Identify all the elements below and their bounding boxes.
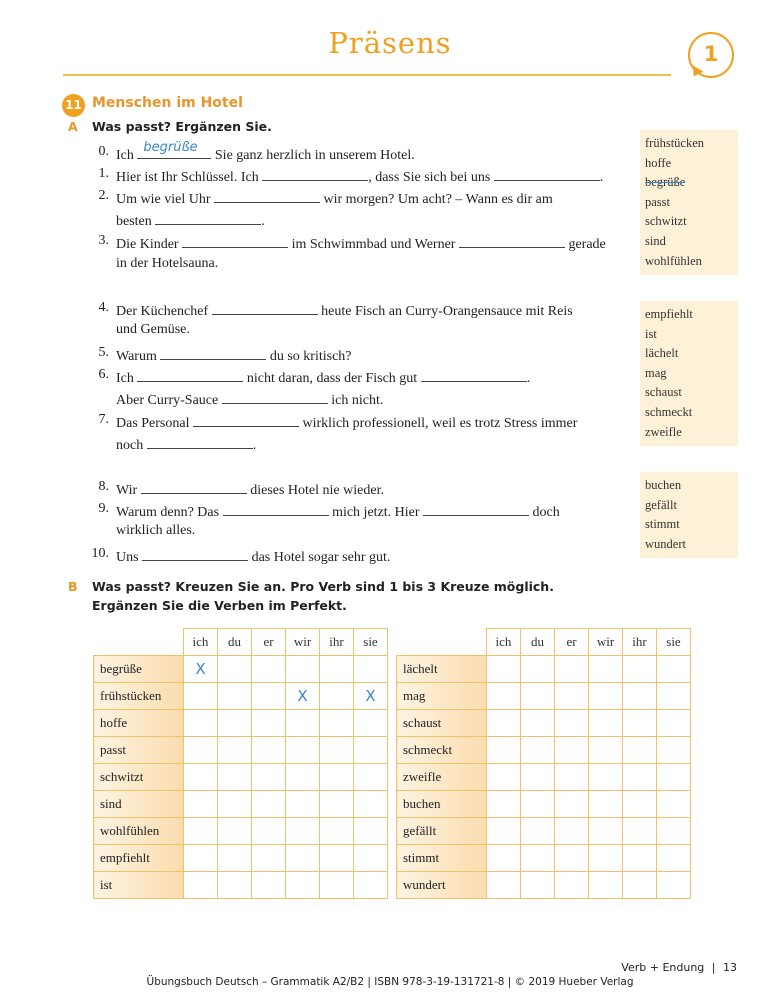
sentence-text: wirklich alles. xyxy=(116,523,196,538)
sentence-7 xyxy=(116,412,577,432)
verb-cell: hoffe xyxy=(94,710,184,737)
word-box-1 xyxy=(640,130,738,275)
exercise-number-badge xyxy=(62,94,85,117)
sentence-text: Um wie viel Uhr xyxy=(116,192,211,207)
word-box-item: ist xyxy=(645,326,657,341)
exercise-title: Menschen im Hotel xyxy=(92,95,243,111)
pronoun-header: du xyxy=(218,629,252,656)
verb-cell: wohlfühlen xyxy=(94,818,184,845)
verb-cell: schaust xyxy=(397,710,487,737)
checkbox-cell[interactable] xyxy=(521,683,555,710)
checkbox-cell[interactable] xyxy=(320,845,354,872)
answer-blank[interactable] xyxy=(212,300,318,315)
checkbox-cell[interactable] xyxy=(487,764,521,791)
answer-blank[interactable] xyxy=(141,479,247,494)
answer-blank[interactable] xyxy=(459,233,565,248)
answer-blank[interactable] xyxy=(160,345,266,360)
checkbox-cell[interactable] xyxy=(252,818,286,845)
pronoun-header: wir xyxy=(589,629,623,656)
word-box-item: schaust xyxy=(645,385,682,400)
table-corner xyxy=(94,629,184,656)
verb-cell: schmeckt xyxy=(397,737,487,764)
sentence-2 xyxy=(116,188,553,208)
word-box-item: schmeckt xyxy=(645,404,693,419)
checkbox-cell[interactable] xyxy=(487,710,521,737)
checkbox-cell[interactable] xyxy=(589,872,623,899)
sentence-text: Der Küchenchef xyxy=(116,304,209,319)
checkbox-cell[interactable] xyxy=(657,656,691,683)
conjugation-table-left xyxy=(93,628,388,899)
checkbox-cell[interactable] xyxy=(184,791,218,818)
answer-blank[interactable] xyxy=(421,367,527,382)
checkbox-cell[interactable] xyxy=(320,791,354,818)
checkbox-cell[interactable] xyxy=(320,656,354,683)
word-box-item: mag xyxy=(645,365,667,380)
answer-blank[interactable] xyxy=(155,210,261,225)
sentence-0 xyxy=(116,140,415,164)
sentence-text: , dass Sie sich bei uns xyxy=(368,170,491,185)
sentence-5 xyxy=(116,345,352,365)
verb-cell: ist xyxy=(94,872,184,899)
verb-cell: wundert xyxy=(397,872,487,899)
checkbox-cell[interactable] xyxy=(184,845,218,872)
checkbox-cell[interactable] xyxy=(521,656,555,683)
checkbox-cell[interactable] xyxy=(521,872,555,899)
verb-cell: passt xyxy=(94,737,184,764)
conjugation-table-right xyxy=(396,628,691,899)
checkbox-cell[interactable] xyxy=(521,845,555,872)
checkbox-cell[interactable] xyxy=(218,872,252,899)
word-box-item: buchen xyxy=(645,478,682,492)
checkbox-cell[interactable] xyxy=(555,710,589,737)
checkbox-cell[interactable] xyxy=(657,818,691,845)
checkbox-cell[interactable] xyxy=(286,737,320,764)
sentence-text: wirklich professionell, weil es trotz Stress immer xyxy=(302,416,578,431)
checkmark-cross-cell[interactable]: X xyxy=(286,683,320,710)
checkbox-cell[interactable] xyxy=(521,737,555,764)
sentence-text: noch xyxy=(116,438,144,453)
checkbox-cell[interactable] xyxy=(286,818,320,845)
checkbox-cell[interactable] xyxy=(487,737,521,764)
checkbox-cell[interactable] xyxy=(589,764,623,791)
sentence-6-line-2 xyxy=(116,389,383,409)
part-b-instruction-line-2: Ergänzen Sie die Verben im Perfekt. xyxy=(92,598,347,613)
checkbox-cell[interactable] xyxy=(657,845,691,872)
sentence-number: 0. xyxy=(98,144,109,159)
handwritten-answer: begrüße xyxy=(143,140,198,155)
checkbox-cell[interactable] xyxy=(487,656,521,683)
sentence-text: Wir xyxy=(116,483,138,498)
checkbox-cell[interactable] xyxy=(521,791,555,818)
checkbox-cell[interactable] xyxy=(657,791,691,818)
footer-separator: | xyxy=(711,961,716,974)
pronoun-header: du xyxy=(521,629,555,656)
checkbox-cell[interactable] xyxy=(623,845,657,872)
sentence-9-line-2 xyxy=(116,523,195,539)
sentence-text: Warum xyxy=(116,349,157,364)
checkbox-cell[interactable] xyxy=(218,683,252,710)
pronoun-header: ihr xyxy=(623,629,657,656)
table-right-row xyxy=(397,764,691,791)
pronoun-header: ich xyxy=(184,629,218,656)
verb-cell: gefällt xyxy=(397,818,487,845)
sentence-10 xyxy=(116,546,390,566)
word-box-item: lächelt xyxy=(645,346,679,361)
exercise-number: 11 xyxy=(65,98,82,112)
checkbox-cell[interactable] xyxy=(252,764,286,791)
sentence-text: . xyxy=(599,170,604,185)
checkbox-cell[interactable] xyxy=(623,710,657,737)
footer-section: Verb + Endung xyxy=(621,961,705,974)
answer-blank[interactable] xyxy=(137,140,211,159)
word-box-item: hoffe xyxy=(645,155,672,170)
sentence-text: Ich xyxy=(116,148,134,163)
word-box-item: wohlfühlen xyxy=(645,253,702,268)
sentence-9 xyxy=(116,501,560,521)
checkbox-cell[interactable] xyxy=(320,764,354,791)
checkbox-cell[interactable] xyxy=(589,683,623,710)
checkbox-cell[interactable] xyxy=(521,818,555,845)
checkbox-cell[interactable] xyxy=(184,710,218,737)
sentence-6 xyxy=(116,367,530,387)
table-left-row xyxy=(94,710,388,737)
table-left-row xyxy=(94,737,388,764)
checkbox-cell[interactable] xyxy=(623,791,657,818)
sentence-text: Aber Curry-Sauce xyxy=(116,393,219,408)
sentence-text: Uns xyxy=(116,550,139,565)
checkbox-cell[interactable] xyxy=(184,764,218,791)
sentence-3 xyxy=(116,233,606,253)
checkbox-cell[interactable] xyxy=(252,737,286,764)
table-left-row xyxy=(94,683,388,710)
part-a-letter: A xyxy=(68,119,78,134)
pronoun-header: ihr xyxy=(320,629,354,656)
checkbox-cell[interactable] xyxy=(555,818,589,845)
checkbox-cell[interactable] xyxy=(252,683,286,710)
checkbox-cell[interactable] xyxy=(555,737,589,764)
checkbox-cell[interactable] xyxy=(354,764,388,791)
table-right-row xyxy=(397,710,691,737)
answer-blank[interactable] xyxy=(142,546,248,561)
checkbox-cell[interactable] xyxy=(487,845,521,872)
sentence-text: Hier ist Ihr Schlüssel. Ich xyxy=(116,170,259,185)
pronoun-header: wir xyxy=(286,629,320,656)
sentence-2-line-2 xyxy=(116,210,265,230)
sentence-1 xyxy=(116,166,603,186)
answer-blank[interactable] xyxy=(223,501,329,516)
table-right-row xyxy=(397,791,691,818)
checkbox-cell[interactable] xyxy=(354,845,388,872)
table-left-row xyxy=(94,872,388,899)
checkbox-cell[interactable] xyxy=(354,872,388,899)
sentence-number: 7. xyxy=(98,412,109,427)
sentence-text: wir morgen? Um acht? – Wann es dir am xyxy=(323,192,553,207)
checkbox-cell[interactable] xyxy=(555,683,589,710)
word-box-item: sind xyxy=(645,233,666,248)
sentence-text: das Hotel sogar sehr gut. xyxy=(251,550,391,565)
word-box-item-used: begrüße xyxy=(645,175,686,190)
page-number: 13 xyxy=(723,961,737,974)
table-left-row xyxy=(94,656,388,683)
word-box-2 xyxy=(640,301,738,446)
checkbox-cell[interactable] xyxy=(184,818,218,845)
word-box-item: frühstücken xyxy=(645,136,705,150)
checkbox-cell[interactable] xyxy=(623,818,657,845)
word-box-item: stimmt xyxy=(645,517,680,532)
sentence-text: und Gemüse. xyxy=(116,322,190,337)
checkbox-cell[interactable] xyxy=(218,845,252,872)
word-box-item: gefällt xyxy=(645,497,677,512)
sentence-text: nicht daran, dass der Fisch gut xyxy=(246,371,418,386)
table-left-row xyxy=(94,791,388,818)
verb-cell: stimmt xyxy=(397,845,487,872)
checkbox-cell[interactable] xyxy=(286,845,320,872)
table-left-row xyxy=(94,818,388,845)
answer-blank[interactable] xyxy=(222,389,328,404)
checkbox-cell[interactable] xyxy=(320,710,354,737)
checkbox-cell[interactable] xyxy=(521,764,555,791)
answer-blank[interactable] xyxy=(147,434,253,449)
checkbox-cell[interactable] xyxy=(320,683,354,710)
verb-cell: buchen xyxy=(397,791,487,818)
checkbox-cell[interactable] xyxy=(657,872,691,899)
checkbox-cell[interactable] xyxy=(555,656,589,683)
page-title: Präsens xyxy=(328,26,452,60)
pronoun-header: er xyxy=(555,629,589,656)
sentence-number: 6. xyxy=(98,367,109,382)
word-box-3 xyxy=(640,472,738,558)
checkbox-cell[interactable] xyxy=(320,737,354,764)
word-box-item: empfiehlt xyxy=(645,307,693,321)
checkbox-cell[interactable] xyxy=(589,818,623,845)
checkbox-cell[interactable] xyxy=(589,845,623,872)
checkbox-cell[interactable] xyxy=(252,656,286,683)
sentence-text: . xyxy=(526,371,531,386)
word-box-item: zweifle xyxy=(645,424,682,439)
sentence-4 xyxy=(116,300,573,320)
sentence-text: . xyxy=(261,214,265,229)
checkbox-cell[interactable] xyxy=(487,683,521,710)
part-b-letter: B xyxy=(68,579,78,594)
checkbox-cell[interactable] xyxy=(589,791,623,818)
checkbox-cell[interactable] xyxy=(286,791,320,818)
sentence-number: 3. xyxy=(98,233,109,248)
checkbox-cell[interactable] xyxy=(218,764,252,791)
sentence-number: 4. xyxy=(98,300,109,315)
sentence-number: 1. xyxy=(98,166,109,181)
verb-cell: zweifle xyxy=(397,764,487,791)
checkbox-cell[interactable] xyxy=(589,737,623,764)
word-box-item: schwitzt xyxy=(645,214,687,229)
checkbox-cell[interactable] xyxy=(657,710,691,737)
sentence-text: dieses Hotel nie wieder. xyxy=(250,483,384,498)
verb-cell: empfiehlt xyxy=(94,845,184,872)
answer-blank[interactable] xyxy=(193,412,299,427)
checkbox-cell[interactable] xyxy=(657,737,691,764)
verb-cell: sind xyxy=(94,791,184,818)
table-left-row xyxy=(94,845,388,872)
part-b-instruction-line-1: Was passt? Kreuzen Sie an. Pro Verb sind 1 bis 3 Kreuze möglich. xyxy=(92,579,554,594)
checkbox-cell[interactable] xyxy=(354,656,388,683)
sentence-text: Die Kinder xyxy=(116,237,179,252)
checkbox-cell[interactable] xyxy=(589,710,623,737)
checkbox-cell[interactable] xyxy=(623,656,657,683)
checkbox-cell[interactable] xyxy=(218,818,252,845)
sentence-3-line-2 xyxy=(116,256,218,272)
word-box-item: wundert xyxy=(645,536,686,551)
checkbox-cell[interactable] xyxy=(252,791,286,818)
verb-cell: frühstücken xyxy=(94,683,184,710)
verb-cell: lächelt xyxy=(397,656,487,683)
sentence-text: gerade xyxy=(568,237,606,252)
checkmark-cross-cell[interactable]: X xyxy=(354,683,388,710)
checkbox-cell[interactable] xyxy=(623,872,657,899)
sentence-text: im Schwimmbad und Werner xyxy=(291,237,456,252)
answer-blank[interactable] xyxy=(182,233,288,248)
checkbox-cell[interactable] xyxy=(555,791,589,818)
checkbox-cell[interactable] xyxy=(252,872,286,899)
sentence-number: 5. xyxy=(98,345,109,360)
sentence-text: Das Personal xyxy=(116,416,190,431)
checkbox-cell[interactable] xyxy=(252,845,286,872)
sentence-text: Warum denn? Das xyxy=(116,505,220,520)
table-corner xyxy=(397,629,487,656)
checkbox-cell[interactable] xyxy=(487,818,521,845)
checkbox-cell[interactable] xyxy=(286,710,320,737)
verb-cell: schwitzt xyxy=(94,764,184,791)
checkbox-cell[interactable] xyxy=(218,710,252,737)
chapter-badge xyxy=(688,32,734,78)
checkbox-cell[interactable] xyxy=(354,710,388,737)
answer-blank[interactable] xyxy=(423,501,529,516)
sentence-text: ich nicht. xyxy=(331,393,384,408)
checkbox-cell[interactable] xyxy=(657,764,691,791)
answer-blank[interactable] xyxy=(494,166,600,181)
answer-blank[interactable] xyxy=(214,188,320,203)
pronoun-header: sie xyxy=(354,629,388,656)
sentence-text: doch xyxy=(532,505,560,520)
footer-citation: Übungsbuch Deutsch – Grammatik A2/B2 | ISBN 978-3-19-131721-8 | © 2019 Hueber Verlag xyxy=(146,976,634,988)
checkbox-cell[interactable] xyxy=(487,791,521,818)
checkbox-cell[interactable] xyxy=(354,791,388,818)
checkbox-cell[interactable] xyxy=(555,872,589,899)
checkbox-cell[interactable] xyxy=(218,791,252,818)
footer-page-info xyxy=(621,961,737,974)
sentence-number: 10. xyxy=(91,546,109,561)
table-left-row xyxy=(94,764,388,791)
checkbox-cell[interactable] xyxy=(657,683,691,710)
sentence-number: 2. xyxy=(98,188,109,203)
sentence-text: Ich xyxy=(116,371,134,386)
chapter-number: 1 xyxy=(703,42,719,66)
sentence-4-line-2 xyxy=(116,322,190,338)
sentence-text: . xyxy=(252,438,257,453)
sentence-8 xyxy=(116,479,384,499)
title-divider xyxy=(63,74,671,76)
checkbox-cell[interactable] xyxy=(286,872,320,899)
answer-blank[interactable] xyxy=(137,367,243,382)
table-right-row xyxy=(397,737,691,764)
answer-blank[interactable] xyxy=(262,166,368,181)
table-right-row xyxy=(397,656,691,683)
checkbox-cell[interactable] xyxy=(354,737,388,764)
checkbox-cell[interactable] xyxy=(354,818,388,845)
sentence-text: Sie ganz herzlich in unserem Hotel. xyxy=(214,148,415,163)
checkbox-cell[interactable] xyxy=(184,683,218,710)
sentence-text: heute Fisch an Curry-Orangensauce mit Reis xyxy=(321,304,573,319)
checkbox-cell[interactable] xyxy=(184,737,218,764)
checkbox-cell[interactable] xyxy=(184,872,218,899)
word-box-item: passt xyxy=(645,194,670,209)
checkbox-cell[interactable] xyxy=(218,656,252,683)
table-right-row xyxy=(397,818,691,845)
sentence-7-line-2 xyxy=(116,434,256,454)
checkbox-cell[interactable] xyxy=(320,872,354,899)
checkbox-cell[interactable] xyxy=(555,845,589,872)
sentence-text: besten xyxy=(116,214,152,229)
checkbox-cell[interactable] xyxy=(521,710,555,737)
checkbox-cell[interactable] xyxy=(286,656,320,683)
checkbox-cell[interactable] xyxy=(623,764,657,791)
table-right-row xyxy=(397,872,691,899)
table-right-row xyxy=(397,845,691,872)
sentence-number: 8. xyxy=(98,479,109,494)
part-a-instruction: Was passt? Ergänzen Sie. xyxy=(92,119,272,134)
sentence-number: 9. xyxy=(98,501,109,516)
checkbox-cell[interactable] xyxy=(589,656,623,683)
checkbox-cell[interactable] xyxy=(252,710,286,737)
checkbox-cell[interactable] xyxy=(218,737,252,764)
sentence-text: du so kritisch? xyxy=(269,349,352,364)
checkbox-cell[interactable] xyxy=(555,764,589,791)
pronoun-header: er xyxy=(252,629,286,656)
checkbox-cell[interactable] xyxy=(623,737,657,764)
pronoun-header: ich xyxy=(487,629,521,656)
sentence-text: in der Hotelsauna. xyxy=(116,256,219,271)
checkmark-cross-cell[interactable]: X xyxy=(184,656,218,683)
pronoun-header: sie xyxy=(657,629,691,656)
checkbox-cell[interactable] xyxy=(286,764,320,791)
table-right-row xyxy=(397,683,691,710)
verb-cell: begrüße xyxy=(94,656,184,683)
checkbox-cell[interactable] xyxy=(320,818,354,845)
checkbox-cell[interactable] xyxy=(487,872,521,899)
checkbox-cell[interactable] xyxy=(623,683,657,710)
verb-cell: mag xyxy=(397,683,487,710)
sentence-text: mich jetzt. Hier xyxy=(332,505,420,520)
